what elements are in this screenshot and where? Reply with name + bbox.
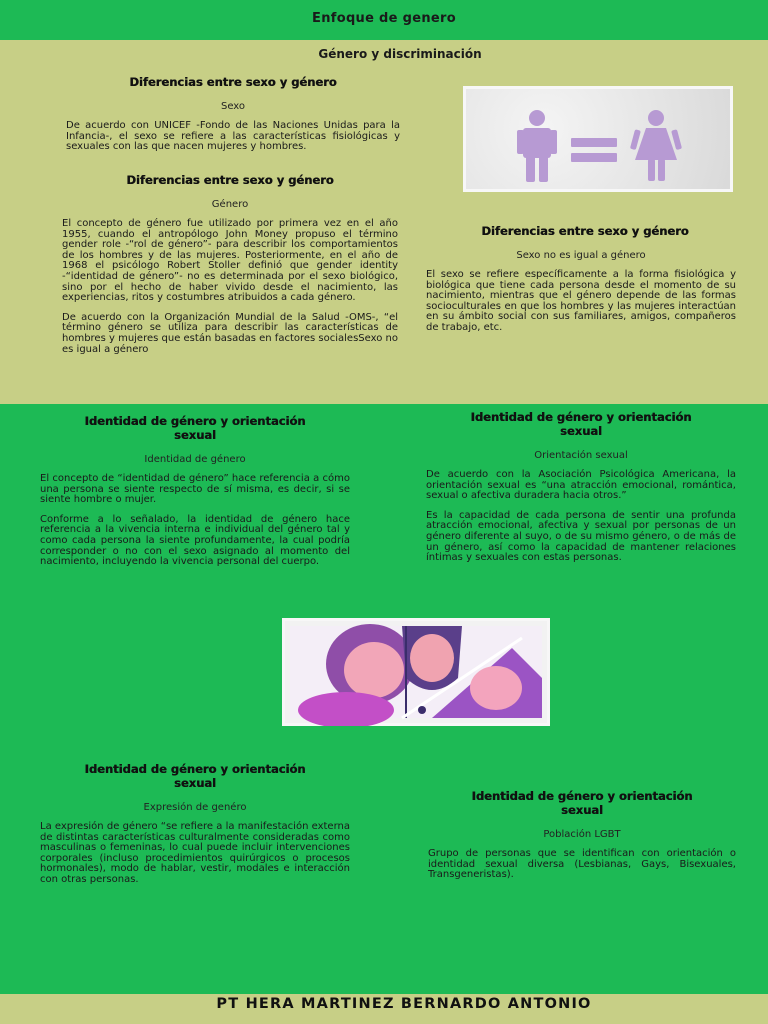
section-label: Población LGBT [543, 829, 621, 840]
section-heading: Identidad de género y orientación sexual [84, 762, 306, 790]
section-identidad [40, 414, 350, 568]
section-heading: Identidad de género y orientación sexual [470, 410, 692, 438]
faces-illustration [282, 618, 550, 726]
section-paragraph: De acuerdo con la Organización Mundial de la Salud -OMS-, “el término género se utiliza para describir las características de hombres y mujeres que están basadas en factores socialesSexo no es igual a género [62, 311, 398, 355]
section-heading: Identidad de género y orientación sexual [84, 414, 306, 442]
section-sexo [66, 75, 400, 153]
section-paragraph: De acuerdo con la Asociación Psicológica Americana, la orientación sexual es “una atracción emocional, romántica, sexual o afectiva duradera hacia otros.” [426, 469, 736, 502]
section-paragraph: Conforme a lo señalado, la identidad de género hace referencia a la vivencia interna e individual del género tal y como cada persona la siente profundamente, la cual podría corresponder o no con el sexo asignado al momento del nacimiento, incluyendo la vivencia personal del cuerpo. [40, 513, 350, 568]
page-subtitle: Género y discriminación [318, 47, 482, 61]
section-label: Orientación sexual [534, 450, 628, 461]
gender-figures-illustration [463, 86, 733, 192]
section-paragraph: Grupo de personas que se identifican con orientación o identidad sexual diversa (Lesbianas, Gays, Bisexuales, Transgeneristas). [428, 848, 736, 881]
section-paragraph: El concepto de género fue utilizado por primera vez en el año 1955, cuando el antropólogo John Money propuso el término gender role -“rol de género”- para describir los comportamientos de los hombres y de las mujeres. Posteriormente, en el año de 1968 el psicólogo Robert Stoller definió que gender identity -“identidad de género”- no es determinada por el sexo biológico, sino por el hecho de haber vivido desde el nacimiento, las experiencias, ritos y costumbres atribuidos a cada género. [62, 218, 398, 304]
section-genero [62, 173, 398, 355]
gender-symbols-image [463, 86, 733, 192]
section-expresion [40, 762, 350, 886]
section-heading: Diferencias entre sexo y género [481, 224, 689, 238]
section-paragraph: La expresión de género “se refiere a la manifestación externa de distintas características culturalmente consideradas como masculinas o femeninas, lo cual puede incluir intervenciones corporales (incluso procedimientos quirúrgicos o procesos hormonales), modo de hablar, vestir, modales e interacción con otras personas. [40, 821, 350, 885]
section-lgbt [428, 789, 736, 881]
section-paragraph: El sexo se refiere específicamente a la forma fisiológica y biológica que tiene cada persona desde el momento de su nacimiento, mientras que el género depende de las formas socioculturales en que los hombres y las mujeres interactúan en su ámbito social con sus familiares, amigos, compañeros de trabajo, etc. [426, 269, 736, 333]
section-label: Sexo [220, 101, 246, 112]
footer-author: PT HERA MARTINEZ BERNARDO ANTONIO [216, 996, 592, 1012]
section-heading: Diferencias entre sexo y género [129, 75, 337, 89]
section-label: Género [211, 199, 249, 210]
section-label: Expresión de genéro [143, 802, 247, 813]
section-label: Identidad de género [144, 454, 246, 465]
section-sexo-no-genero [426, 224, 736, 334]
gender-art-image [282, 618, 550, 726]
section-paragraph: Es la capacidad de cada persona de sentir una profunda atracción emocional, afectiva y sexual por personas de un género diferente al suyo, o de su mismo género, o de más de un género, así como la capacidad de mantener relaciones íntimas y sexuales con estas personas. [426, 509, 736, 564]
section-label: Sexo no es igual a género [516, 250, 646, 261]
section-heading: Identidad de género y orientación sexual [471, 789, 693, 817]
section-paragraph: De acuerdo con UNICEF -Fondo de las Naciones Unidas para la Infancia-, el sexo se refiere a las características fisiológicas y sexuales con las que nacen mujeres y hombres. [66, 120, 400, 153]
section-heading: Diferencias entre sexo y género [126, 173, 334, 187]
section-orientacion [426, 410, 736, 564]
section-paragraph: El concepto de “identidad de género” hace referencia a cómo una persona se siente respecto de sí misma, es decir, si se siente hombre o mujer. [40, 473, 350, 506]
page-title: Enfoque de genero [312, 11, 456, 26]
